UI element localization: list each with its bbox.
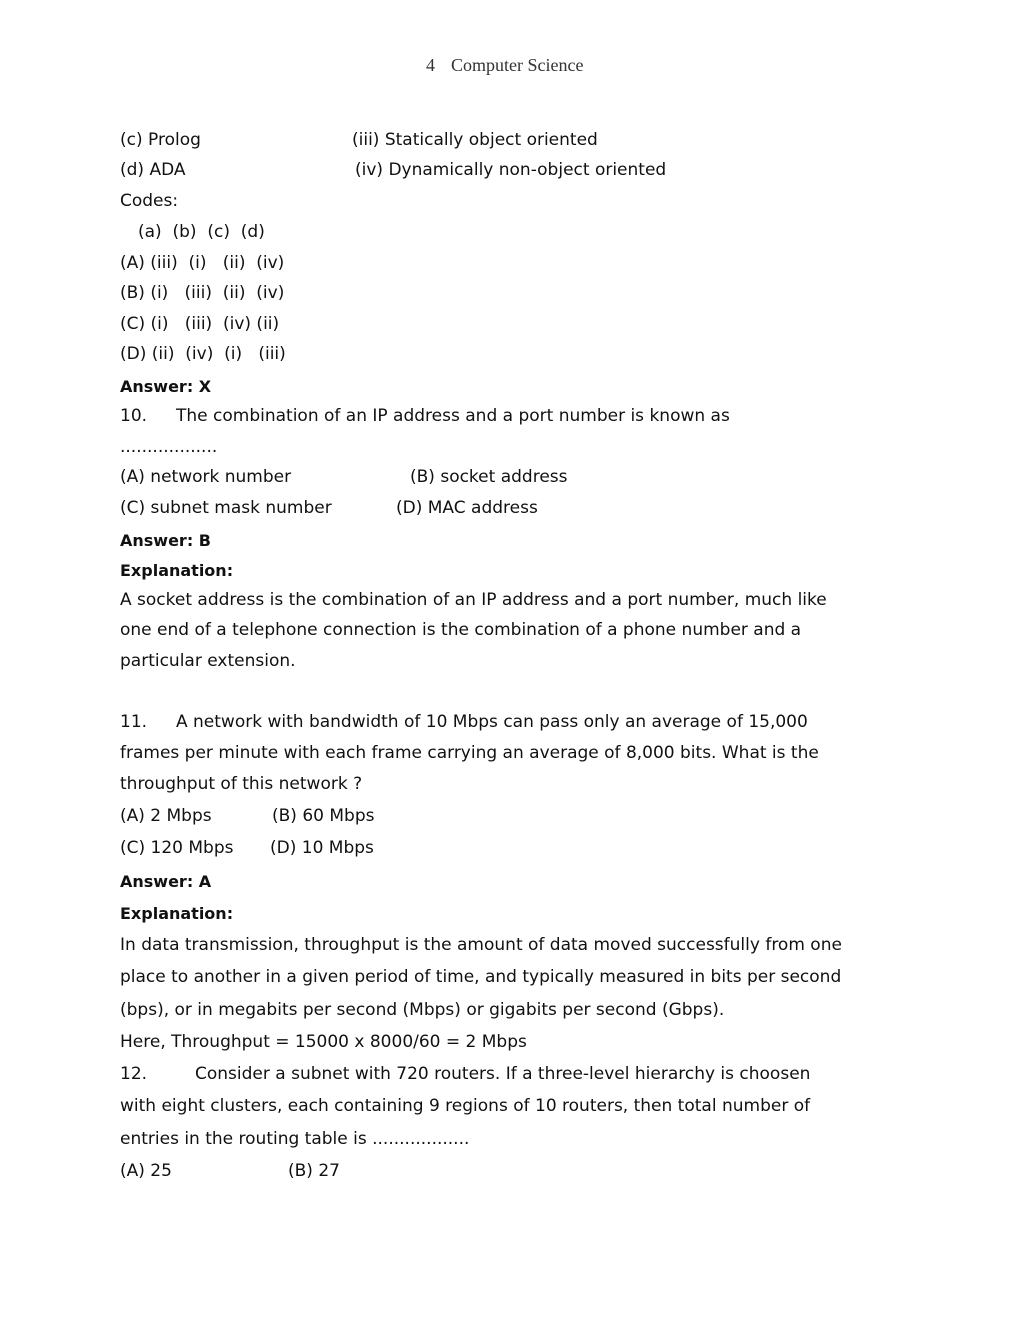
option-d: (D) MAC address [396,498,538,518]
explanation-line: (bps), or in megabits per second (Mbps) or gigabits per second (Gbps). [120,1000,725,1020]
code-option-a: (A) (iii) (i) (ii) (iv) [120,253,285,273]
code-option-c: (C) (i) (iii) (iv) (ii) [120,314,280,334]
option-a: (A) network number [120,467,292,487]
question-number: 11. [120,712,148,732]
code-option-b: (B) (i) (iii) (ii) (iv) [120,283,285,303]
answer: Answer: B [120,531,211,550]
option-b: (B) socket address [410,467,568,487]
match-right-iii: (iii) Statically object oriented [352,130,598,150]
explanation-label: Explanation: [120,904,234,923]
option-c: (C) 120 Mbps [120,838,234,858]
explanation-line: place to another in a given period of time, and typically measured in bits per second [120,967,842,987]
codes-header: (a) (b) (c) (d) [138,222,265,242]
option-b: (B) 60 Mbps [272,806,375,826]
question-text: Consider a subnet with 720 routers. If a three-level hierarchy is choosen [195,1064,811,1084]
option-b: (B) 27 [288,1161,340,1181]
explanation-line: Here, Throughput = 15000 x 8000/60 = 2 Mbps [120,1032,527,1052]
question-text: throughput of this network ? [120,774,363,794]
explanation-line: one end of a telephone connection is the combination of a phone number and a [120,620,802,640]
page-header [426,55,599,76]
page-number: 4 [426,55,435,75]
question-blank: .................. [120,437,218,457]
question-text: entries in the routing table is .................. [120,1129,470,1149]
explanation-line: A socket address is the combination of an IP address and a port number, much like [120,590,827,610]
question-text: The combination of an IP address and a port number is known as [176,406,730,426]
explanation-line: particular extension. [120,651,296,671]
header-title: Computer Science [451,55,584,75]
question-text: A network with bandwidth of 10 Mbps can pass only an average of 15,000 [176,712,808,732]
question-number: 12. [120,1064,148,1084]
option-d: (D) 10 Mbps [270,838,374,858]
match-left-c: (c) Prolog [120,130,201,150]
answer: Answer: X [120,377,212,396]
explanation-label: Explanation: [120,561,234,580]
match-right-iv: (iv) Dynamically non-object oriented [355,160,667,180]
codes-label: Codes: [120,191,179,211]
code-option-d: (D) (ii) (iv) (i) (iii) [120,344,286,364]
question-text: frames per minute with each frame carrying an average of 8,000 bits. What is the [120,743,819,763]
option-c: (C) subnet mask number [120,498,332,518]
question-text: with eight clusters, each containing 9 regions of 10 routers, then total number of [120,1096,811,1116]
answer: Answer: A [120,872,212,891]
option-a: (A) 25 [120,1161,172,1181]
option-a: (A) 2 Mbps [120,806,212,826]
explanation-line: In data transmission, throughput is the amount of data moved successfully from one [120,935,842,955]
question-number: 10. [120,406,148,426]
match-left-d: (d) ADA [120,160,186,180]
